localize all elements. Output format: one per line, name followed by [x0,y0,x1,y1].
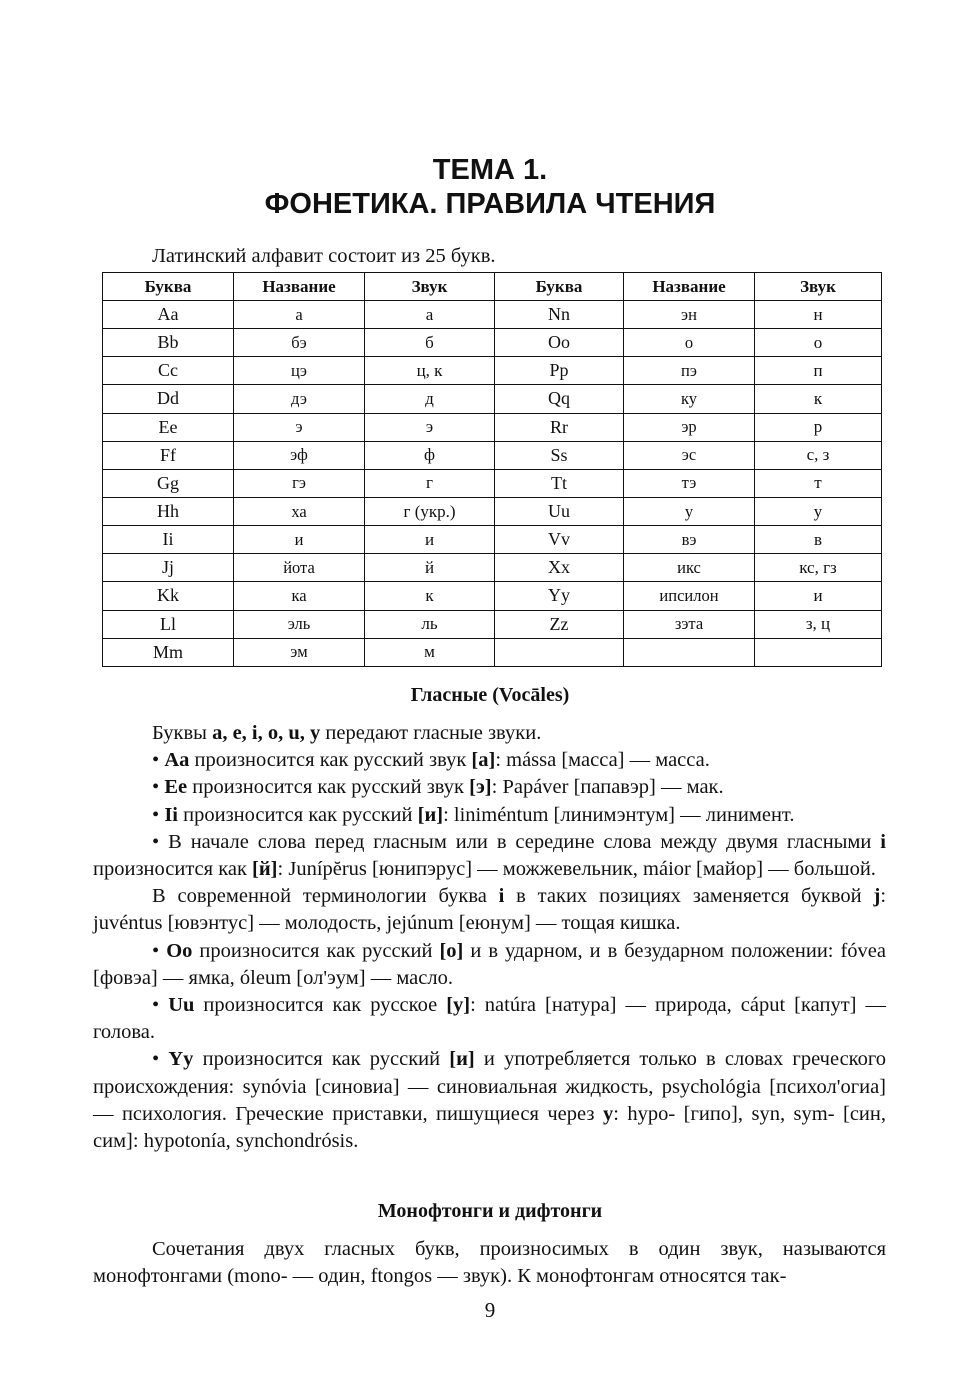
table-cell: Qq [495,385,624,413]
table-cell: и [234,526,365,554]
table-cell: Uu [495,497,624,525]
vowels-paragraph: Буквы a, e, i, o, u, y передают гласные звуки. [152,722,542,744]
page-number: 9 [484,1298,496,1322]
monophthongs-text [93,1236,886,1290]
table-cell: а [234,301,365,329]
table-cell: с, з [755,441,882,469]
bullet-icon: • [152,830,160,853]
table-row [103,301,882,329]
table-cell: з, ц [755,610,882,638]
intro-text: Латинский алфавит состоит из 25 букв. [152,245,496,267]
table-cell: эль [234,610,365,638]
alphabet-table [102,272,882,667]
vowel-j-paragraph: В современной терминологии буква i в таких позициях заменяется буквой j: juvéntus [ювэнтус] — молодость, jejúnum [еюнум] — тощая кишка. [93,885,887,935]
vowel-e-paragraph: • Ee произносится как русский звук [э]: Papáver [папавэр] — мак. [152,776,724,799]
table-cell: Dd [103,385,234,413]
table-cell: м [365,638,495,666]
vowels-text [93,720,886,1155]
table-cell: ц, к [365,357,495,385]
table-header-row [103,273,882,301]
table-cell: и [365,526,495,554]
table-cell: Xx [495,554,624,582]
table-cell: Aa [103,301,234,329]
table-row [103,610,882,638]
table-cell: Rr [495,413,624,441]
table-cell: Tt [495,469,624,497]
table-cell: э [234,413,365,441]
table-cell: дэ [234,385,365,413]
table-cell: Mm [103,638,234,666]
table-cell: Gg [103,469,234,497]
table-cell: эс [624,441,755,469]
table-cell: Hh [103,497,234,525]
table-cell: эн [624,301,755,329]
table-cell: зэта [624,610,755,638]
table-cell: к [365,582,495,610]
title-line-2: ФОНЕТИКА. ПРАВИЛА ЧТЕНИЯ [264,188,716,220]
table-cell [755,638,882,666]
table-cell: ль [365,610,495,638]
monophthongs-paragraph: Сочетания двух гласных букв, произносимых в один звук, называются монофтонгами (mono- — один, ftongos — звук). К монофтонгам относятся так- [93,1238,886,1288]
column-header: Название [234,273,365,301]
table-cell: Zz [495,610,624,638]
table-cell: у [624,497,755,525]
table-cell [624,638,755,666]
bullet-icon: • [152,994,160,1017]
vowel-u-paragraph: • Uu произносится как русское [у]: natúra [натура] — природа, cáput [капут] — голова. [93,994,887,1044]
table-cell: цэ [234,357,365,385]
bullet-icon: • [152,776,160,799]
table-cell: и [755,582,882,610]
table-cell: ипсилон [624,582,755,610]
table-cell: Ee [103,413,234,441]
table-cell: к [755,385,882,413]
table-cell: ка [234,582,365,610]
table-row [103,385,882,413]
page-title [0,153,980,221]
table-cell: Vv [495,526,624,554]
bullet-icon: • [152,749,160,772]
table-cell: йота [234,554,365,582]
table-row [103,329,882,357]
table-cell: Yy [495,582,624,610]
table-cell: Ll [103,610,234,638]
table-cell: Kk [103,582,234,610]
table-cell: й [365,554,495,582]
table-row [103,413,882,441]
table-row [103,582,882,610]
vowel-a-paragraph: • Aa произносится как русский звук [а]: mássa [масса] — масса. [152,749,710,772]
table-cell: Ff [103,441,234,469]
column-header: Буква [103,273,234,301]
vowel-o-paragraph: • Oo произносится как русский [о] и в ударном, и в безударном положении: fóvea [фовэа] — ямка, óleum [ол'эум] — масло. [93,939,887,989]
table-cell: в [755,526,882,554]
table-cell: э [365,413,495,441]
table-cell: т [755,469,882,497]
table-cell: у [755,497,882,525]
table-row [103,441,882,469]
table-cell: кс, гз [755,554,882,582]
table-cell: Jj [103,554,234,582]
table-cell: б [365,329,495,357]
vowel-i-initial-paragraph: • В начале слова перед гласным или в середине слова между двумя гласными i произносится как [й]: Junípĕrus [юнипэрус] — можжевельник, máior [майор] — большой. [93,830,886,881]
table-cell: п [755,357,882,385]
column-header: Звук [755,273,882,301]
table-row [103,526,882,554]
table-row [103,638,882,666]
column-header: Буква [495,273,624,301]
table-cell: Ss [495,441,624,469]
column-header: Название [624,273,755,301]
table-row [103,357,882,385]
monophthongs-heading: Монофтонги и дифтонги [377,1200,603,1222]
table-cell: р [755,413,882,441]
table-cell [495,638,624,666]
table-cell: Ii [103,526,234,554]
vowel-i-paragraph: • Ii произносится как русский [и]: liniméntum [линимэнтум] — линимент. [152,803,795,826]
bullet-icon: • [152,939,160,962]
column-header: Звук [365,273,495,301]
vowels-heading: Гласные (Vocāles) [410,684,570,706]
table-row [103,497,882,525]
table-cell: а [365,301,495,329]
table-cell: о [755,329,882,357]
table-cell: эр [624,413,755,441]
bullet-icon: • [152,1048,160,1071]
table-cell: ку [624,385,755,413]
title-line-1: ТЕМА 1. [432,154,548,186]
table-cell: д [365,385,495,413]
table-cell: н [755,301,882,329]
table-cell: бэ [234,329,365,357]
table-cell: икс [624,554,755,582]
table-cell: Nn [495,301,624,329]
vowel-y-paragraph: • Yy произносится как русский [и] и употребляется только в словах греческого происхождения: synóvia [синовиа] — синовиальная жидкость, psychológia [психол'огиа] — психология. Греческие приставки, пишущиеся через y: hypo- [гипо], syn, sym- [син, сим]: hypotonía, synchondrósis. [93,1048,886,1153]
table-cell: эм [234,638,365,666]
table-cell: пэ [624,357,755,385]
table-cell: эф [234,441,365,469]
table-cell: г (укр.) [365,497,495,525]
table-cell: о [624,329,755,357]
table-cell: гэ [234,469,365,497]
bullet-icon: • [152,803,160,826]
table-cell: ф [365,441,495,469]
table-cell: г [365,469,495,497]
table-cell: Oo [495,329,624,357]
table-row [103,554,882,582]
table-cell: вэ [624,526,755,554]
table-cell: ха [234,497,365,525]
table-cell: Pp [495,357,624,385]
table-row [103,469,882,497]
table-cell: Bb [103,329,234,357]
table-cell: тэ [624,469,755,497]
table-cell: Cc [103,357,234,385]
